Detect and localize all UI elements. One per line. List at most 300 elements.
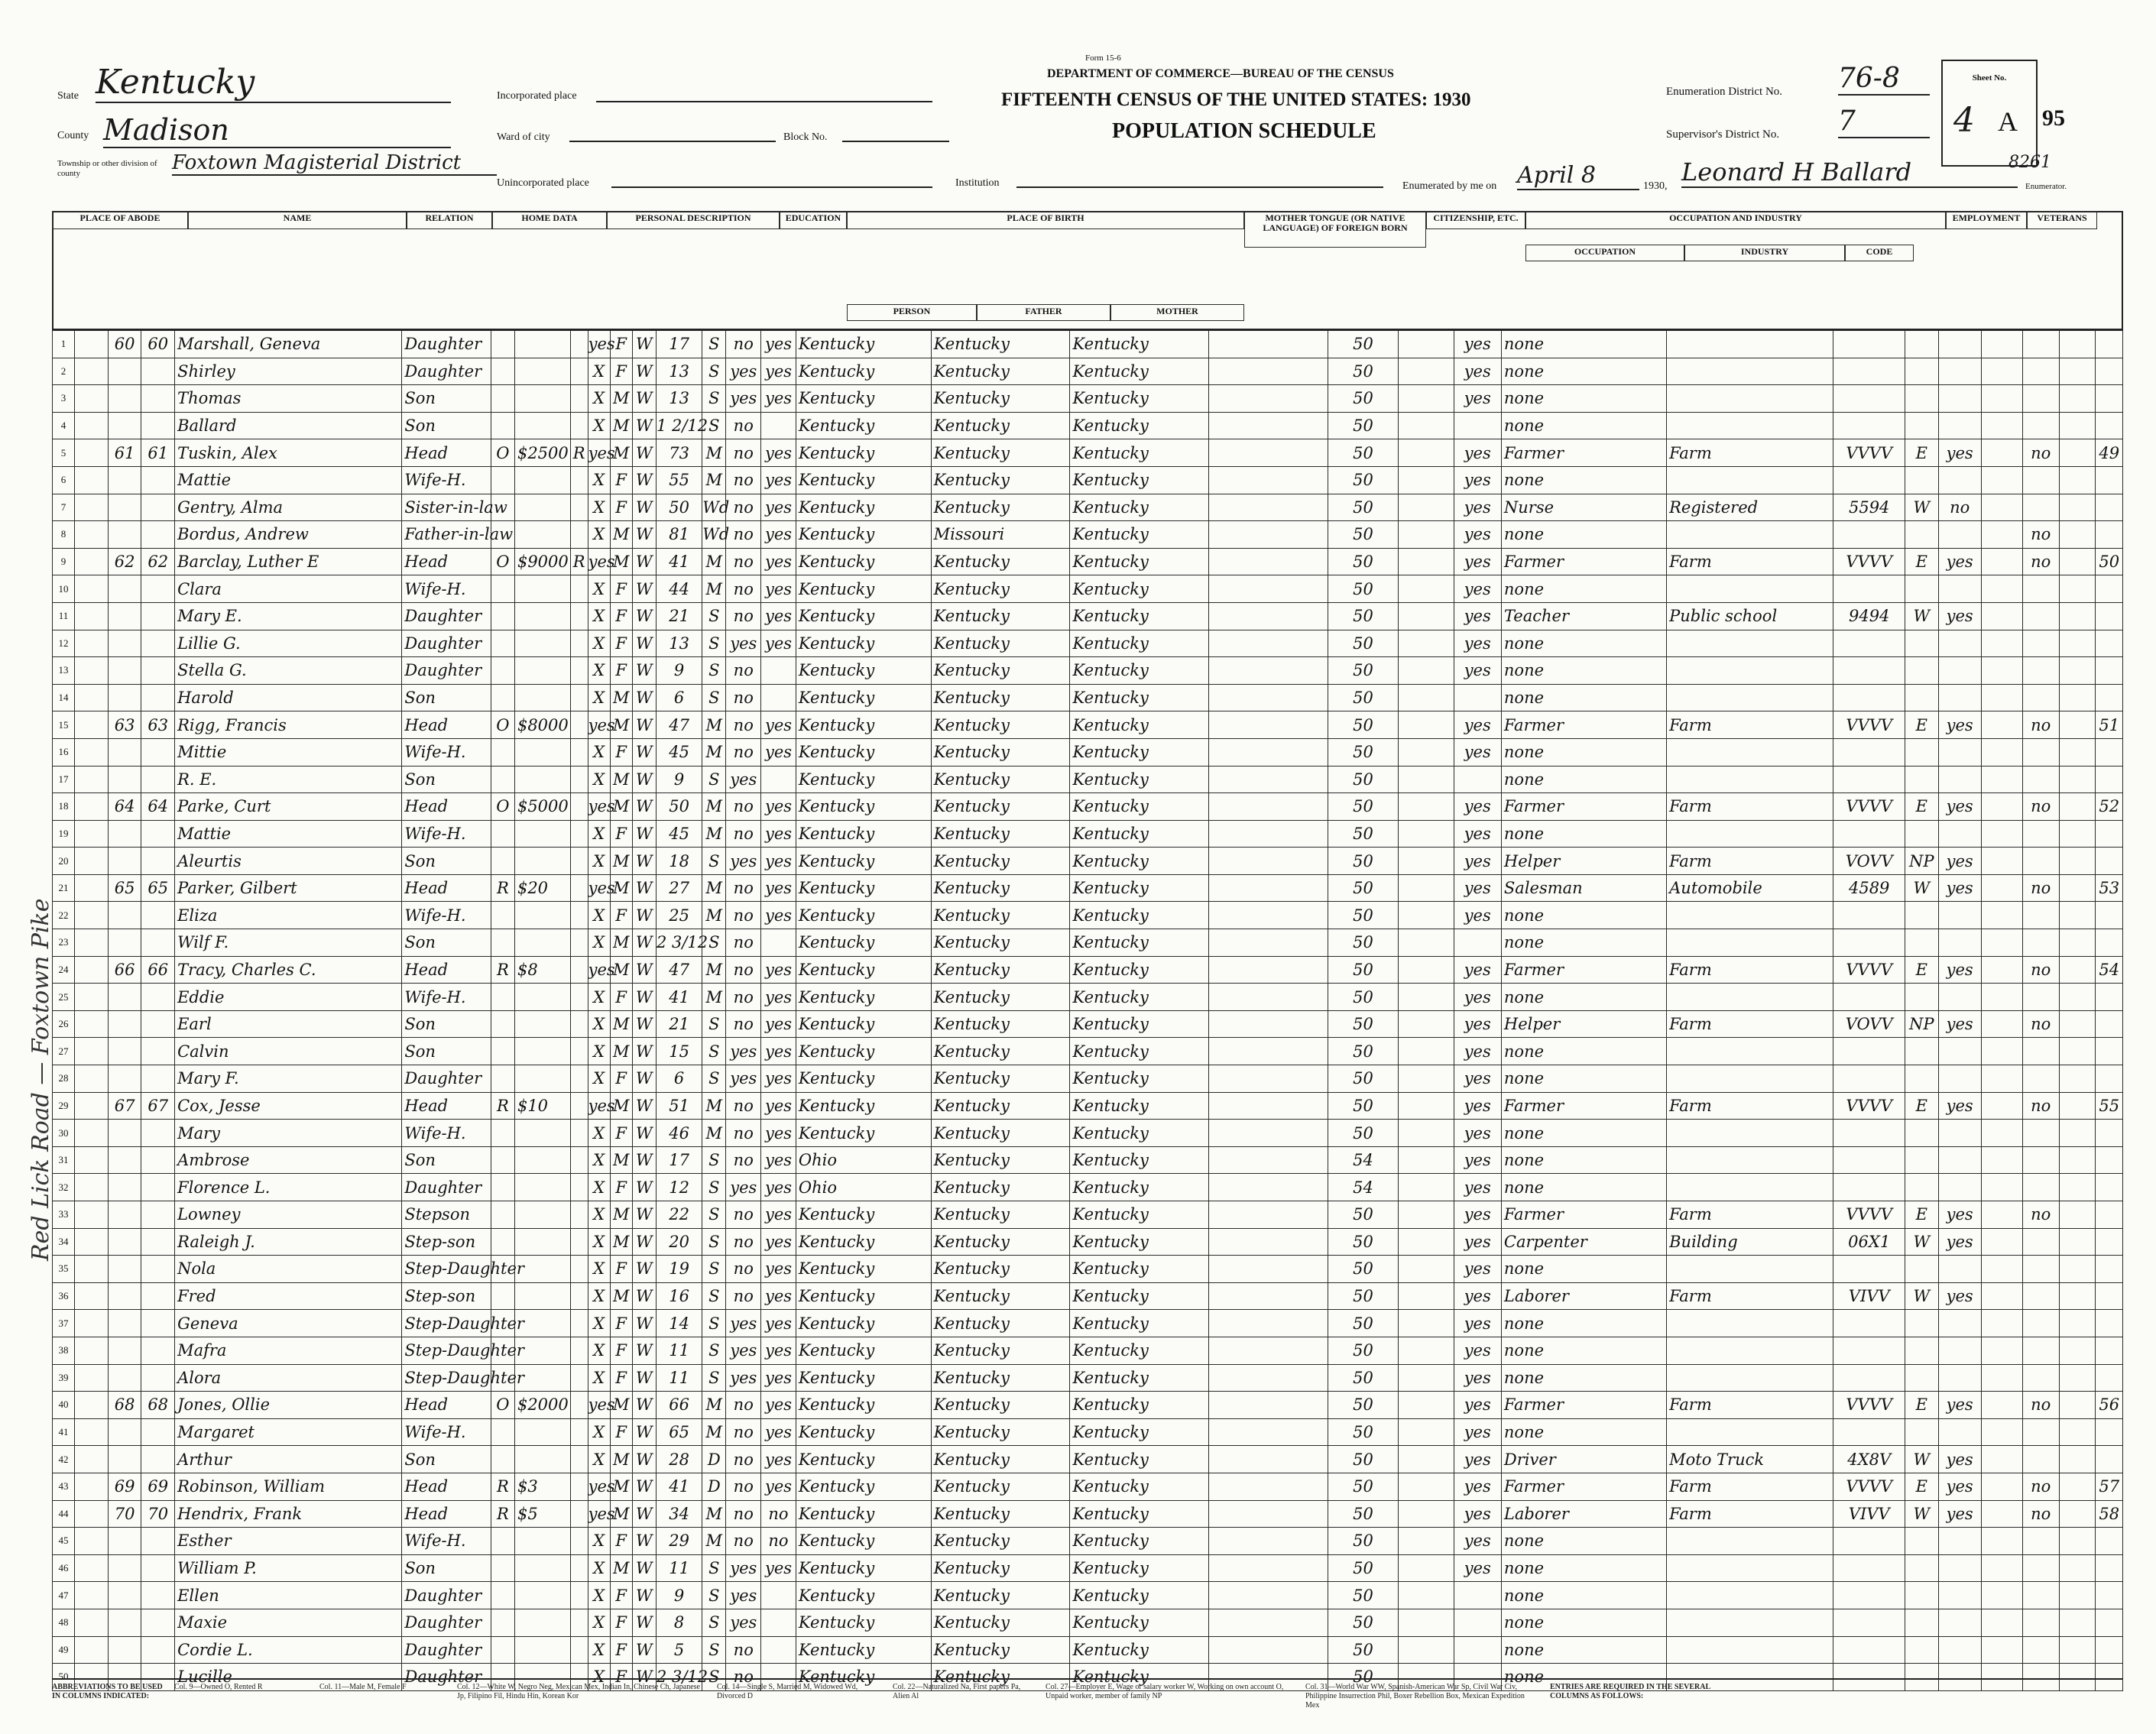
cell-occupation-code (1833, 331, 1905, 358)
table-row (53, 1582, 2123, 1609)
cell-on-farm: X (588, 1609, 610, 1636)
cell-family-number (141, 1282, 175, 1310)
cell-occupation: Farmer (1501, 956, 1666, 984)
incorporated-line (596, 98, 932, 102)
cell-farm-schedule (2096, 521, 2123, 549)
table-row (53, 1228, 2123, 1256)
cell-citizenship (1398, 521, 1454, 549)
cell-birthplace-father: Kentucky (931, 1201, 1070, 1229)
table-body (53, 331, 2123, 1691)
cell-farm-schedule (2096, 575, 2123, 603)
cell-can-read: yes (761, 1174, 796, 1201)
cell-veteran (2022, 412, 2059, 439)
cell-family-number (141, 1337, 175, 1364)
cell-relation: Head (402, 1392, 491, 1419)
header-birth-mother: MOTHER (1110, 304, 1244, 321)
cell-birthplace-father: Kentucky (931, 385, 1070, 413)
cell-radio-set (570, 1282, 588, 1310)
cell-birthplace-person: Kentucky (796, 793, 931, 821)
supervisor-label: Supervisor's District No. (1666, 128, 1780, 141)
table-row (53, 494, 2123, 521)
cell-farm-schedule (2096, 1174, 2123, 1201)
cell-mother-tongue (1209, 684, 1328, 711)
cell-occupation-code (1833, 1146, 1905, 1174)
cell-dwelling-number (108, 1310, 141, 1337)
cell-age: 41 (656, 1473, 702, 1500)
cell-sex: M (610, 1446, 632, 1473)
cell-speaks-english (1454, 929, 1501, 957)
cell-relation: Head (402, 793, 491, 821)
cell-family-number (141, 1528, 175, 1555)
sheet-number: 4 (1953, 101, 1975, 140)
cell-occupation-code: VIVV (1833, 1282, 1905, 1310)
cell-birthplace-father: Kentucky (931, 1282, 1070, 1310)
cell-birth-code: 50 (1328, 956, 1398, 984)
cell-veteran (2022, 1528, 2059, 1555)
cell-speaks-english: yes (1454, 1446, 1501, 1473)
cell-birthplace-person: Kentucky (796, 820, 931, 848)
cell-family-number: 70 (141, 1500, 175, 1528)
cell-industry (1667, 766, 1833, 793)
cell-at-work (1938, 358, 1981, 385)
cell-citizenship (1398, 902, 1454, 929)
cell-person-name: Gentry, Alma (175, 494, 402, 521)
cell-race: W (632, 902, 656, 929)
department-heading: DEPARTMENT OF COMMERCE—BUREAU OF THE CENSUS (1047, 67, 1394, 80)
cell-line-unemployed (1981, 358, 2022, 385)
cell-sex: F (610, 657, 632, 685)
cell-citizenship (1398, 684, 1454, 711)
cell-mother-tongue (1209, 1282, 1328, 1310)
cell-marital-status: S (702, 1282, 726, 1310)
cell-dwelling-number (108, 630, 141, 657)
cell-age: 19 (656, 1256, 702, 1283)
cell-birthplace-mother: Kentucky (1070, 1256, 1209, 1283)
cell-birth-code: 50 (1328, 874, 1398, 902)
cell-race: W (632, 521, 656, 549)
cell-citizenship (1398, 1446, 1454, 1473)
cell-birthplace-mother: Kentucky (1070, 848, 1209, 875)
unincorporated-label: Unincorporated place (497, 177, 589, 189)
cell-line-unemployed (1981, 711, 2022, 739)
cell-birthplace-mother: Kentucky (1070, 548, 1209, 575)
cell-class-of-worker (1905, 1609, 1938, 1636)
cell-class-of-worker: W (1905, 1446, 1938, 1473)
cell-at-work (1938, 1554, 1981, 1582)
cell-occupation: none (1501, 1528, 1666, 1555)
cell-class-of-worker (1905, 630, 1938, 657)
cell-relation: Father-in-law (402, 521, 491, 549)
cell-person-name: Florence L. (175, 1174, 402, 1201)
cell-birth-code: 50 (1328, 684, 1398, 711)
cell-dwelling-number (108, 1282, 141, 1310)
cell-line-unemployed (1981, 1528, 2022, 1555)
cell-radio-set (570, 1473, 588, 1500)
cell-occupation-code (1833, 1310, 1905, 1337)
cell-dwelling-number (108, 1364, 141, 1392)
cell-sex: F (610, 494, 632, 521)
cell-birthplace-person: Kentucky (796, 358, 931, 385)
cell-occupation: none (1501, 1310, 1666, 1337)
cell-can-read: yes (761, 1146, 796, 1174)
cell-birthplace-person: Kentucky (796, 848, 931, 875)
table-row (53, 1310, 2123, 1337)
cell-dwelling-number (108, 1146, 141, 1174)
header-home-data: HOME DATA (492, 211, 607, 229)
cell-school-attendance: no (726, 439, 761, 467)
cell-age: 9 (656, 1582, 702, 1609)
cell-person-name: Eddie (175, 984, 402, 1011)
cell-speaks-english (1454, 1609, 1501, 1636)
cell-farm-schedule (2096, 1446, 2123, 1473)
cell-birthplace-person: Kentucky (796, 548, 931, 575)
table-row (53, 385, 2123, 413)
cell-blank (75, 1446, 109, 1473)
cell-on-farm: yes (588, 1092, 610, 1120)
cell-dwelling-number (108, 1528, 141, 1555)
cell-person-name: Calvin (175, 1038, 402, 1065)
cell-race: W (632, 331, 656, 358)
cell-war (2059, 874, 2096, 902)
cell-sex: F (610, 1528, 632, 1555)
cell-race: W (632, 1092, 656, 1120)
cell-family-number (141, 575, 175, 603)
cell-birthplace-father: Kentucky (931, 1473, 1070, 1500)
cell-age: 17 (656, 1146, 702, 1174)
cell-veteran (2022, 1228, 2059, 1256)
cell-sex: M (610, 385, 632, 413)
cell-blank (75, 1528, 109, 1555)
cell-veteran: no (2022, 956, 2059, 984)
cell-speaks-english: yes (1454, 902, 1501, 929)
cell-farm-schedule (2096, 630, 2123, 657)
cell-on-farm: yes (588, 874, 610, 902)
cell-age: 73 (656, 439, 702, 467)
cell-mother-tongue (1209, 602, 1328, 630)
cell-person-name: Jones, Ollie (175, 1392, 402, 1419)
cell-age: 5 (656, 1636, 702, 1664)
cell-race: W (632, 385, 656, 413)
cell-occupation-code (1833, 630, 1905, 657)
cell-war (2059, 494, 2096, 521)
cell-mother-tongue (1209, 1256, 1328, 1283)
cell-dwelling-number (108, 1010, 141, 1038)
census-title: FIFTEENTH CENSUS OF THE UNITED STATES: 1930 (1001, 89, 1471, 110)
cell-birthplace-mother: Kentucky (1070, 1364, 1209, 1392)
cell-line-unemployed (1981, 548, 2022, 575)
cell-birthplace-mother: Kentucky (1070, 1636, 1209, 1664)
cell-veteran (2022, 1636, 2059, 1664)
cell-home-tenure (491, 684, 514, 711)
cell-occupation: none (1501, 1337, 1666, 1364)
cell-class-of-worker (1905, 1528, 1938, 1555)
cell-sex: F (610, 630, 632, 657)
cell-mother-tongue (1209, 466, 1328, 494)
cell-class-of-worker (1905, 412, 1938, 439)
header-occupation-industry: OCCUPATION AND INDUSTRY (1525, 211, 1946, 229)
cell-line-number: 34 (53, 1228, 75, 1256)
cell-mother-tongue (1209, 1092, 1328, 1120)
cell-industry (1667, 1038, 1833, 1065)
cell-class-of-worker (1905, 358, 1938, 385)
cell-industry (1667, 630, 1833, 657)
cell-home-value (514, 1228, 570, 1256)
cell-dwelling-number (108, 1065, 141, 1093)
cell-speaks-english: yes (1454, 602, 1501, 630)
cell-farm-schedule (2096, 902, 2123, 929)
cell-occupation-code (1833, 1174, 1905, 1201)
cell-occupation-code (1833, 1636, 1905, 1664)
cell-birthplace-father: Kentucky (931, 1038, 1070, 1065)
cell-birthplace-person: Kentucky (796, 738, 931, 766)
cell-war (2059, 1146, 2096, 1174)
cell-school-attendance: no (726, 1201, 761, 1229)
cell-school-attendance: no (726, 575, 761, 603)
cell-on-farm: X (588, 766, 610, 793)
cell-person-name: Stella G. (175, 657, 402, 685)
cell-school-attendance: no (726, 711, 761, 739)
cell-war (2059, 793, 2096, 821)
cell-race: W (632, 984, 656, 1011)
cell-line-number: 5 (53, 439, 75, 467)
cell-at-work: yes (1938, 1500, 1981, 1528)
cell-line-number: 46 (53, 1554, 75, 1582)
cell-school-attendance: no (726, 657, 761, 685)
cell-birthplace-father: Kentucky (931, 466, 1070, 494)
cell-occupation-code: VOVV (1833, 848, 1905, 875)
cell-on-farm: yes (588, 548, 610, 575)
cell-radio-set (570, 466, 588, 494)
footer-entries-title: ENTRIES ARE REQUIRED IN THE SEVERAL COLUMNS AS FOLLOWS: (1550, 1683, 1710, 1700)
cell-at-work (1938, 1636, 1981, 1664)
cell-marital-status: M (702, 1418, 726, 1446)
cell-school-attendance: no (726, 984, 761, 1011)
cell-speaks-english: yes (1454, 1500, 1501, 1528)
cell-relation: Stepson (402, 1201, 491, 1229)
cell-war (2059, 1364, 2096, 1392)
cell-birthplace-mother: Kentucky (1070, 1418, 1209, 1446)
cell-birthplace-mother: Kentucky (1070, 1337, 1209, 1364)
cell-line-unemployed (1981, 1065, 2022, 1093)
cell-mother-tongue (1209, 521, 1328, 549)
cell-at-work: yes (1938, 548, 1981, 575)
cell-birthplace-person: Kentucky (796, 1256, 931, 1283)
cell-home-value (514, 1582, 570, 1609)
cell-relation: Son (402, 1554, 491, 1582)
cell-on-farm: X (588, 1065, 610, 1093)
cell-relation: Head (402, 1473, 491, 1500)
cell-speaks-english: yes (1454, 1146, 1501, 1174)
cell-industry (1667, 1256, 1833, 1283)
cell-school-attendance: no (726, 1636, 761, 1664)
cell-war (2059, 1038, 2096, 1065)
cell-war (2059, 385, 2096, 413)
cell-on-farm: X (588, 521, 610, 549)
cell-at-work (1938, 1146, 1981, 1174)
cell-birth-code: 50 (1328, 1337, 1398, 1364)
cell-war (2059, 1174, 2096, 1201)
cell-line-number: 35 (53, 1256, 75, 1283)
cell-radio-set (570, 793, 588, 821)
cell-can-read: yes (761, 1228, 796, 1256)
cell-blank (75, 738, 109, 766)
cell-birth-code: 54 (1328, 1174, 1398, 1201)
cell-relation: Daughter (402, 331, 491, 358)
cell-can-read: yes (761, 902, 796, 929)
cell-person-name: Eliza (175, 902, 402, 929)
cell-citizenship (1398, 1609, 1454, 1636)
cell-on-farm: X (588, 1636, 610, 1664)
cell-mother-tongue (1209, 1228, 1328, 1256)
table-row (53, 1636, 2123, 1664)
cell-race: W (632, 1282, 656, 1310)
cell-at-work: yes (1938, 1392, 1981, 1419)
cell-family-number: 62 (141, 548, 175, 575)
cell-radio-set (570, 1392, 588, 1419)
cell-school-attendance: no (726, 684, 761, 711)
cell-birth-code: 50 (1328, 575, 1398, 603)
cell-person-name: Harold (175, 684, 402, 711)
cell-occupation: none (1501, 630, 1666, 657)
cell-mother-tongue (1209, 1120, 1328, 1147)
cell-marital-status: S (702, 1609, 726, 1636)
cell-farm-schedule (2096, 657, 2123, 685)
cell-relation: Daughter (402, 630, 491, 657)
cell-war (2059, 1418, 2096, 1446)
cell-on-farm: X (588, 657, 610, 685)
cell-line-number: 9 (53, 548, 75, 575)
cell-sex: M (610, 1554, 632, 1582)
cell-on-farm: X (588, 1146, 610, 1174)
cell-person-name: Cordie L. (175, 1636, 402, 1664)
cell-occupation: Salesman (1501, 874, 1666, 902)
cell-can-read: yes (761, 521, 796, 549)
cell-age: 1 2/12 (656, 412, 702, 439)
cell-home-tenure (491, 929, 514, 957)
cell-speaks-english: yes (1454, 358, 1501, 385)
cell-on-farm: X (588, 1174, 610, 1201)
cell-occupation-code: VVVV (1833, 1392, 1905, 1419)
cell-war (2059, 1582, 2096, 1609)
cell-dwelling-number (108, 820, 141, 848)
cell-on-farm: X (588, 902, 610, 929)
cell-age: 65 (656, 1418, 702, 1446)
cell-person-name: Earl (175, 1010, 402, 1038)
table-row (53, 1282, 2123, 1310)
cell-can-read: yes (761, 738, 796, 766)
cell-line-unemployed (1981, 1554, 2022, 1582)
cell-farm-schedule (2096, 1065, 2123, 1093)
institution-label: Institution (955, 177, 1000, 189)
cell-war (2059, 902, 2096, 929)
cell-person-name: Lillie G. (175, 630, 402, 657)
cell-home-value (514, 657, 570, 685)
cell-person-name: Alora (175, 1364, 402, 1392)
cell-farm-schedule (2096, 1418, 2123, 1446)
cell-war (2059, 1473, 2096, 1500)
cell-farm-schedule: 54 (2096, 956, 2123, 984)
cell-veteran (2022, 1282, 2059, 1310)
cell-family-number (141, 684, 175, 711)
cell-person-name: Geneva (175, 1310, 402, 1337)
cell-relation: Wife-H. (402, 738, 491, 766)
cell-radio-set (570, 630, 588, 657)
cell-home-value (514, 929, 570, 957)
cell-birth-code: 50 (1328, 657, 1398, 685)
cell-speaks-english: yes (1454, 1038, 1501, 1065)
cell-line-unemployed (1981, 1609, 2022, 1636)
cell-line-unemployed (1981, 385, 2022, 413)
cell-line-number: 33 (53, 1201, 75, 1229)
cell-home-tenure (491, 1065, 514, 1093)
cell-on-farm: X (588, 1446, 610, 1473)
cell-can-read: yes (761, 331, 796, 358)
cell-veteran (2022, 1146, 2059, 1174)
cell-birthplace-mother: Kentucky (1070, 956, 1209, 984)
cell-occupation-code (1833, 820, 1905, 848)
cell-on-farm: yes (588, 1392, 610, 1419)
cell-race: W (632, 1392, 656, 1419)
cell-home-tenure (491, 630, 514, 657)
cell-home-value (514, 575, 570, 603)
cell-marital-status: S (702, 657, 726, 685)
cell-line-unemployed (1981, 1092, 2022, 1120)
cell-birth-code: 50 (1328, 929, 1398, 957)
cell-farm-schedule: 56 (2096, 1392, 2123, 1419)
cell-industry (1667, 1582, 1833, 1609)
cell-can-read: yes (761, 548, 796, 575)
cell-at-work (1938, 1038, 1981, 1065)
cell-blank (75, 1038, 109, 1065)
cell-relation: Daughter (402, 1609, 491, 1636)
cell-home-value (514, 1636, 570, 1664)
cell-on-farm: X (588, 575, 610, 603)
cell-home-value (514, 738, 570, 766)
cell-at-work: yes (1938, 1473, 1981, 1500)
cell-line-number: 31 (53, 1146, 75, 1174)
footer (52, 1678, 2123, 1724)
header-citizenship: CITIZENSHIP, ETC. (1426, 211, 1525, 229)
cell-race: W (632, 956, 656, 984)
cell-race: W (632, 1228, 656, 1256)
cell-mother-tongue (1209, 1554, 1328, 1582)
cell-radio-set (570, 1092, 588, 1120)
cell-occupation: Carpenter (1501, 1228, 1666, 1256)
cell-farm-schedule (2096, 684, 2123, 711)
cell-industry: Farm (1667, 1282, 1833, 1310)
cell-occupation-code (1833, 984, 1905, 1011)
cell-at-work (1938, 331, 1981, 358)
cell-line-unemployed (1981, 630, 2022, 657)
cell-sex: F (610, 1065, 632, 1093)
cell-radio-set (570, 929, 588, 957)
cell-relation: Daughter (402, 602, 491, 630)
cell-dwelling-number (108, 1256, 141, 1283)
cell-birth-code: 50 (1328, 793, 1398, 821)
table-row (53, 548, 2123, 575)
cell-blank (75, 820, 109, 848)
cell-sex: M (610, 956, 632, 984)
cell-citizenship (1398, 1636, 1454, 1664)
cell-school-attendance: no (726, 1282, 761, 1310)
cell-school-attendance: no (726, 1146, 761, 1174)
table-row (53, 358, 2123, 385)
cell-industry (1667, 358, 1833, 385)
cell-farm-schedule (2096, 1282, 2123, 1310)
cell-relation: Wife-H. (402, 1418, 491, 1446)
cell-occupation: Farmer (1501, 439, 1666, 467)
cell-occupation: none (1501, 1664, 1666, 1691)
